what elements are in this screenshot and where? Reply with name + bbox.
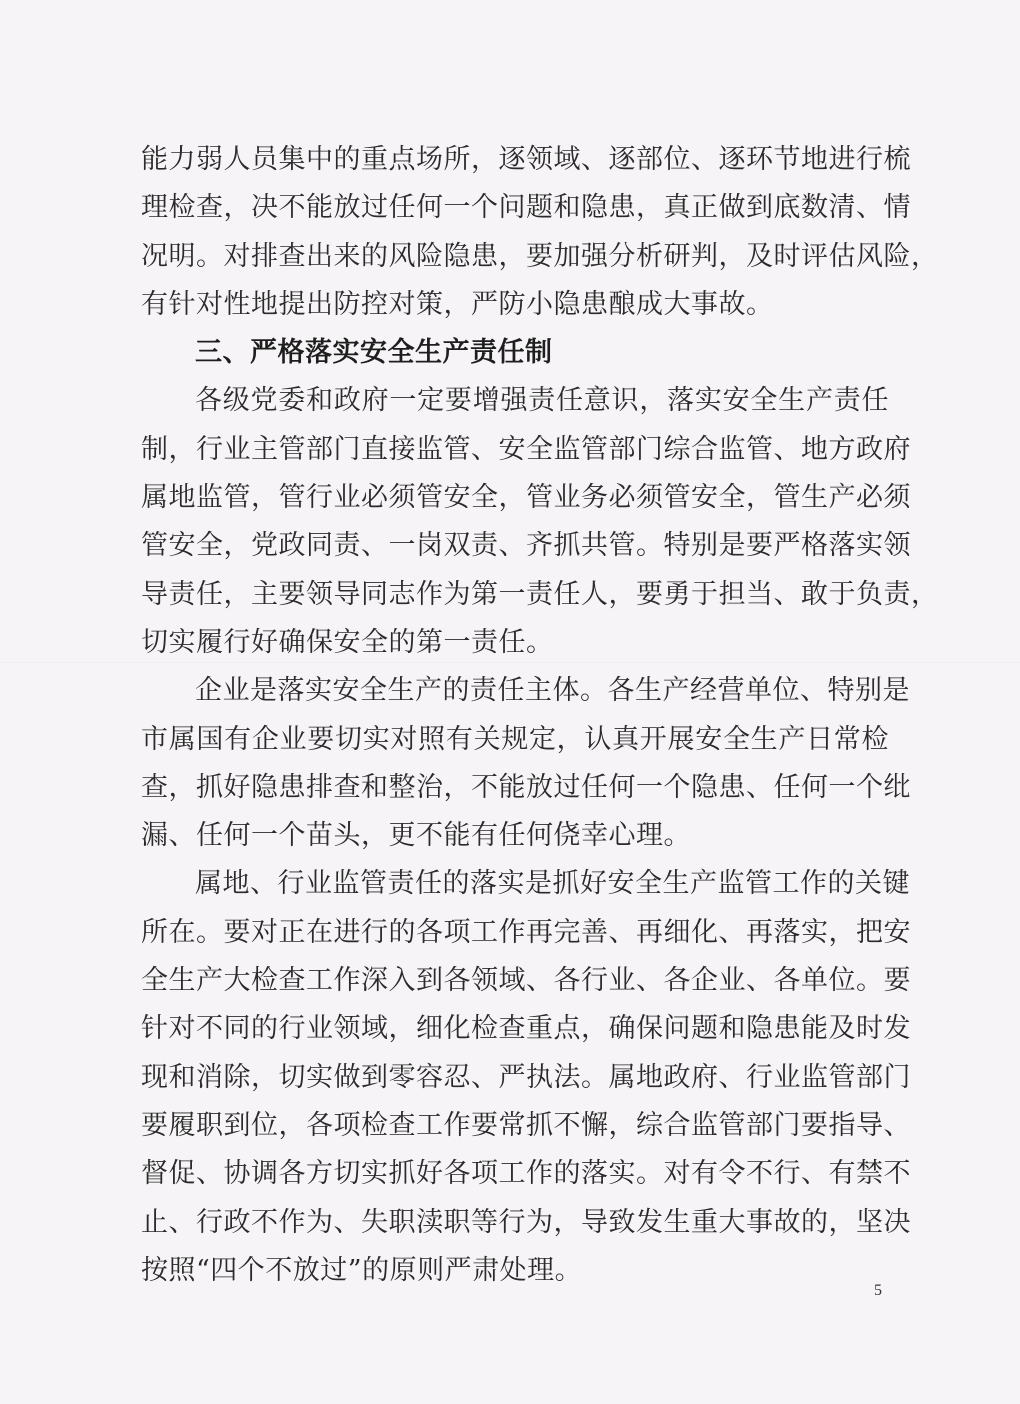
text-line: 况明。对排查出来的风险隐患，要加强分析研判，及时评估风险，: [141, 240, 939, 272]
text-line: 查，抓好隐患排查和整治，不能放过任何一个隐患、任何一个纰: [141, 771, 911, 803]
text-line: 管安全，党政同责、一岗双责、齐抓共管。特别是要严格落实领: [141, 530, 911, 562]
text-line: 全生产大检查工作深入到各领域、各行业、各企业、各单位。要: [141, 965, 911, 997]
text-line: 现和消除，切实做到零容忍、严执法。属地政府、行业监管部门: [141, 1061, 911, 1093]
text-line: 针对不同的行业领域，细化检查重点，确保问题和隐患能及时发: [141, 1013, 911, 1045]
text-line: 各级党委和政府一定要增强责任意识，落实安全生产责任: [195, 385, 889, 417]
text-line: 导责任，主要领导同志作为第一责任人，要勇于担当、敢于负责，: [141, 578, 939, 610]
text-line: 理检查，决不能放过任何一个问题和隐患，真正做到底数清、情: [141, 192, 911, 224]
text-line: 所在。要对正在进行的各项工作再完善、再细化、再落实，把安: [141, 916, 911, 948]
text-line: 企业是落实安全生产的责任主体。各生产经营单位、特别是: [195, 675, 910, 707]
text-line: 能力弱人员集中的重点场所，逐领域、逐部位、逐环节地进行梳: [141, 144, 911, 175]
text-line: 属地、行业监管责任的落实是抓好安全生产监管工作的关键: [195, 868, 910, 900]
text-line: 制，行业主管部门直接监管、安全监管部门综合监管、地方政府: [141, 433, 911, 465]
text-line: 要履职到位，各项检查工作要常抓不懈，综合监管部门要指导、: [141, 1109, 911, 1141]
text-line: 有针对性地提出防控对策，严防小隐患酿成大事故。: [141, 288, 774, 320]
text-line: 止、行政不作为、失职渎职等行为，导致发生重大事故的，坚决: [141, 1206, 911, 1238]
section-heading: 三、严格落实安全生产责任制: [195, 337, 553, 369]
text-line: 按照“四个不放过”的原则严肃处理。: [141, 1254, 583, 1286]
text-line: 切实履行好确保安全的第一责任。: [141, 626, 554, 658]
text-line: 漏、任何一个苗头，更不能有任何侥幸心理。: [141, 820, 691, 852]
text-line: 市属国有企业要切实对照有关规定，认真开展安全生产日常检: [141, 723, 889, 755]
text-line: 督促、协调各方切实抓好各项工作的落实。对有令不行、有禁不: [141, 1158, 911, 1190]
document-body: [141, 136, 939, 1295]
page-number: 5: [874, 1282, 882, 1299]
text-line: 属地监管，管行业必须管安全，管业务必须管安全，管生产必须: [141, 482, 911, 514]
